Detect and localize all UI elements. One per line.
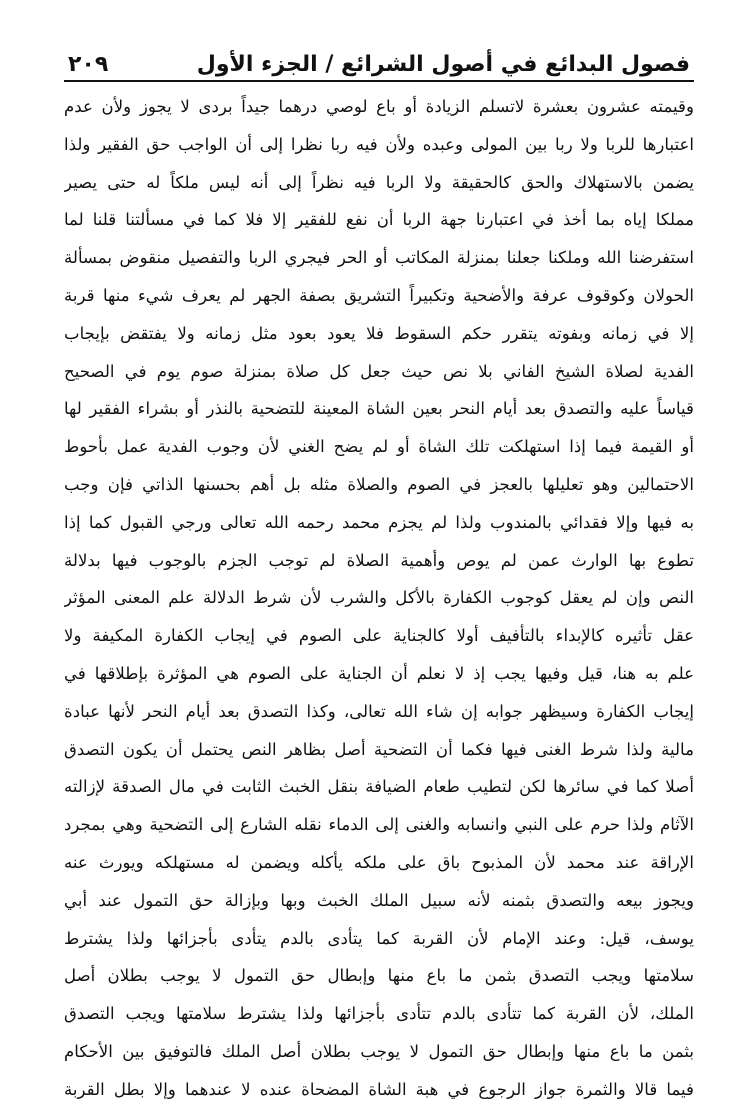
text-line: به فيها وإلا فقدائي بالمندوب ولذا لم يجزم محمد رحمه الله تعالى ورجي القبول كما إذا bbox=[64, 512, 694, 532]
text-line: مملكا إياه بما أخذ في اعتبارنا جهة الربا أن نفع للفقير إلا فلا كما في مسألتنا قلنا لما bbox=[64, 210, 694, 230]
text-line: سلامتها ويجب التصدق بثمن ما باع منها وإبطال حق التمول لا يوجب بطلان أصل bbox=[64, 966, 694, 986]
text-line: يوسف، قيل: وعند الإمام لأن القربة كما يتأدى بالدم يتأدى بأجزائها ولذا يشترط bbox=[64, 928, 694, 948]
text-line: فيما قالا والثمرة جواز الرجوع في هبة الشاة المضحاة عنده لا عندهما وإلا بطل القربة bbox=[64, 1079, 694, 1099]
text-line: وقيمته عشرون بعشرة لاتسلم الزيادة أو باع لوصي درهما جيداً بردى لا يجوز ولأن عدم bbox=[64, 97, 694, 116]
text-line: عقل تأثيره كالإبداء بالتأفيف أولا كالجناية على الصوم في إيجاب الكفارة المكيفة ولا bbox=[64, 626, 694, 646]
running-header bbox=[64, 38, 694, 82]
text-line: إلا في زمانه وبفوته يتقرر حكم السقوط فلا يعود بعود مثل زمانه ولا يفتقض بإيجاب bbox=[64, 323, 694, 343]
text-line: إيجاب الكفارة وسيظهر جوابه إن شاء الله تعالى، وكذا التصدق بعد أيام النحر لأنها عبادة bbox=[64, 701, 694, 721]
text-line: الآثام ولذا حرم على النبي وانسابه والغنى إلى الدماء نقله الشارع إلى التضحية وهي بمجرد bbox=[64, 815, 694, 835]
text-line: استفرضنا الله وملكنا جعلنا بمنزلة المكاتب أو الحر فيجري الربا والتفصيل منقوض بمسألة bbox=[64, 248, 694, 268]
text-line: الملك، لأن القربة كما تتأدى بالدم تتأدى بأجزائها ولذا يشترط سلامتها ويجب التصدق bbox=[64, 1004, 694, 1024]
page-number: ٢٠٩ bbox=[68, 52, 109, 77]
text-line: تطوع بها الوارث عمن لم يوص وأهمية الصلاة لم توجب الجزم بالوجوب فيها بدلالة bbox=[64, 550, 694, 570]
text-line: الفدية لصلاة الشيخ الفاني بلا نص حيث جعل كل صلاة بمنزلة صوم يوم في الصحيح bbox=[64, 361, 694, 381]
text-line: ويجوز بيعه والتصدق بثمنه لأنه سبيل الملك الخبث وبها وبإزالة حق التمول عند أبي bbox=[64, 890, 694, 910]
body-text bbox=[64, 88, 694, 1109]
text-line: يضمن بالاستهلاك والحق كالحقيقة ولا الربا فيه نظراً إلى أنه ليس ملكاً له حتى يصير bbox=[64, 172, 694, 192]
text-line: علم به هنا، قيل وفيها يجب إذ لا نعلم أن الجناية على الصوم هي المؤثرة بإطلاقها في bbox=[64, 663, 694, 683]
text-line: الإراقة عند محمد لأن المذبوح باق على ملكه يأكله ويضمن له مستهلكه ويورث عنه bbox=[64, 852, 694, 872]
text-line: قياساً عليه والتصدق بعد أيام النحر بعين الشاة المعينة للتضحية بالنذر أو بشراء الفقير لها bbox=[64, 399, 694, 419]
text-line: النص وإن لم يعقل كوجوب الكفارة بالأكل والشرب لأن شرط الدلالة علم المعنى المؤثر bbox=[64, 588, 694, 608]
text-line: أو القيمة فيما إذا استهلكت تلك الشاة أو لم يضح الغني لأن وجوب الفدية عمل بأحوط bbox=[64, 437, 694, 457]
text-line: بثمن ما باع منها وإبطال حق التمول لا يوجب بطلان أصل الملك فالتوفيق بين الأحكام bbox=[64, 1041, 694, 1061]
text-line: أصلا كما في سائرها لكن لتطيب طعام الضيافة بنقل الخبث الثابت في مال الصدقة لإزالته bbox=[64, 777, 694, 797]
book-title: فصول البدائع في أصول الشرائع / الجزء الأول bbox=[196, 52, 690, 77]
text-line: الحولان وكوقوف عرفة والأضحية وتكبيراً التشريق بصفة الجهر لم يعرف شيء منها قربة bbox=[64, 285, 694, 305]
text-line: مالية ولذا شرط الغنى فيها فكما أن التضحية أصل بظاهر النص يحتمل أن يكون التصدق bbox=[64, 739, 694, 759]
text-line: الاحتمالين وهو تعليلها بالعجز في الصوم والصلاة مثله بل أهم بحسنها الذاتي فإن وجب bbox=[64, 474, 694, 494]
text-line: اعتبارها للربا ولا ربا بين المولى وعبده ولأن فيه ربا نظرا إلى أن الواجب حق الفقير ولذا bbox=[64, 134, 694, 154]
